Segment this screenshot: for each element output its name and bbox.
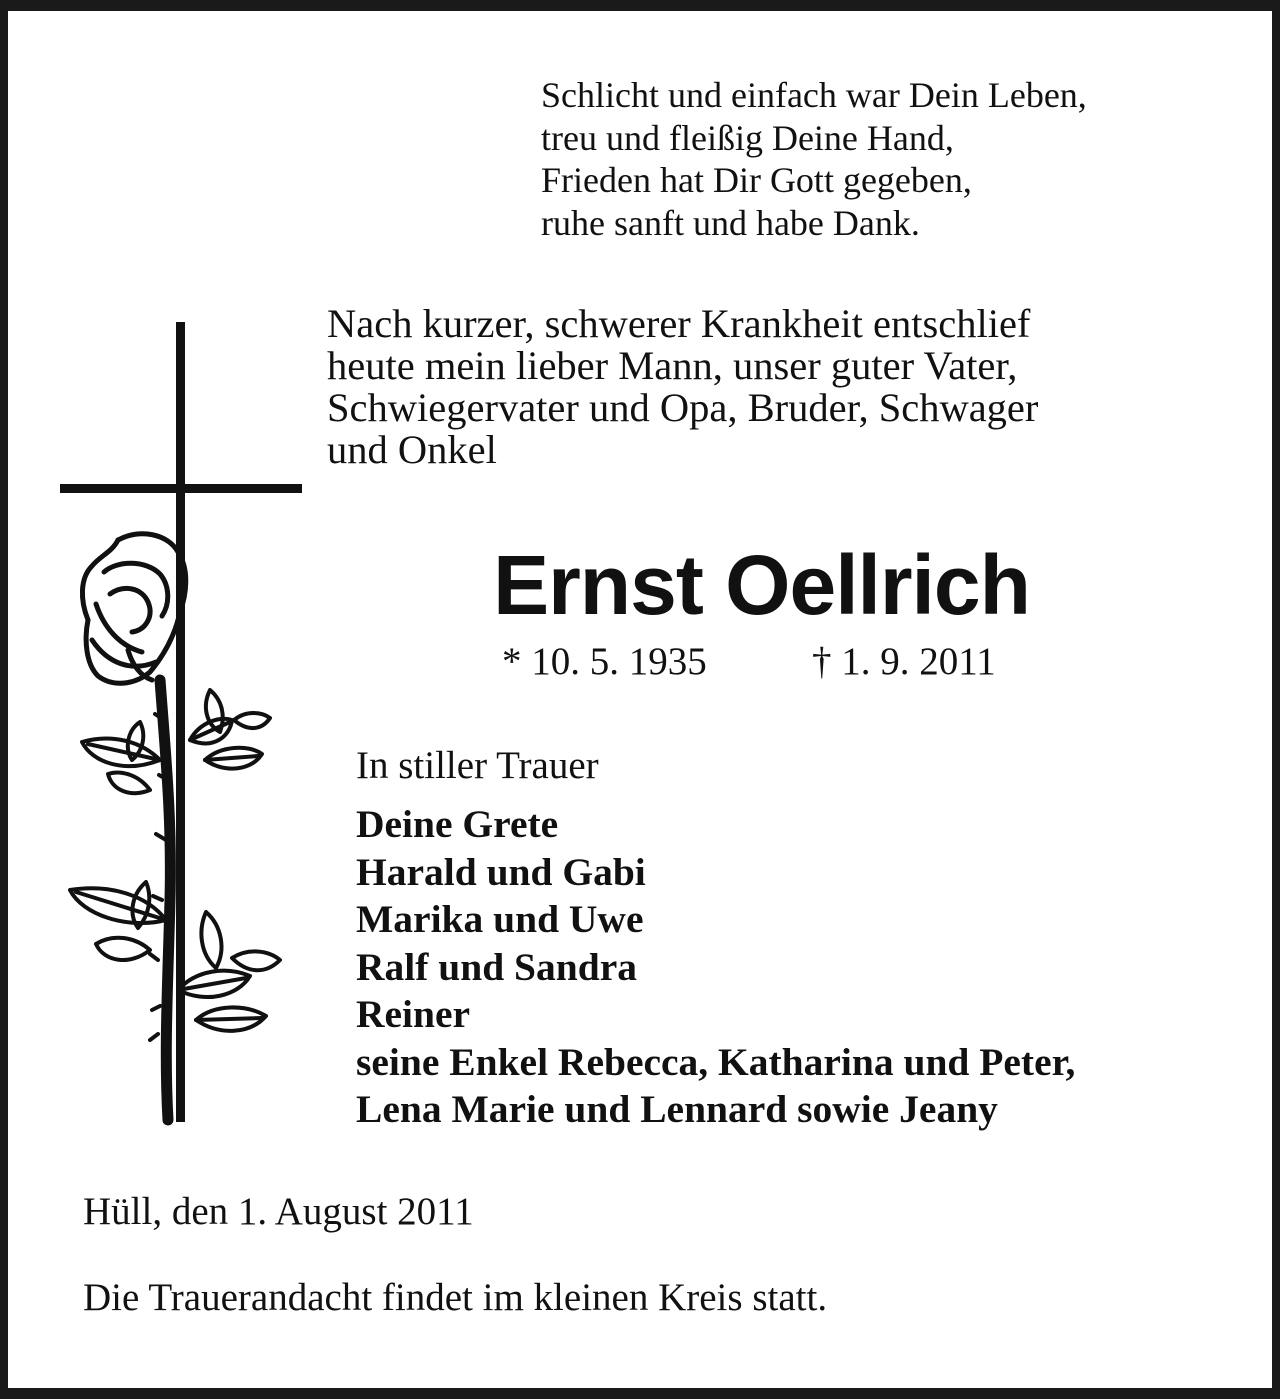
poem-line: treu und fleißig Deine Hand, <box>541 117 954 158</box>
birth-date: * 10. 5. 1935 <box>502 640 707 683</box>
death-date: † 1. 9. 2011 <box>812 640 996 683</box>
mourner-name: Reiner <box>356 992 471 1036</box>
mourner-name: Deine Grete <box>356 802 559 846</box>
mourner-name: Ralf und Sandra <box>356 944 637 989</box>
place-date: Hüll, den 1. August 2011 <box>83 1190 474 1233</box>
poem-line: Frieden hat Dir Gott gegeben, <box>541 160 972 200</box>
intro-text <box>327 303 1038 471</box>
mourner-name: Marika und Uwe <box>356 897 644 941</box>
mourner-name: Harald und Gabi <box>356 849 646 894</box>
intro-line: Nach kurzer, schwerer Krankheit entschlief <box>327 301 1031 346</box>
mourning-heading: In stiller Trauer <box>356 744 599 787</box>
intro-line: Schwiegervater und Opa, Bruder, Schwager <box>327 385 1039 430</box>
mourner-name: seine Enkel Rebecca, Katharina und Peter, <box>356 1039 1076 1084</box>
service-note: Die Trauerandacht findet im kleinen Kreis statt. <box>83 1276 828 1319</box>
mourner-name: Lena Marie und Lennard sowie Jeany <box>356 1087 998 1131</box>
intro-line: heute mein lieber Mann, unser guter Vater, <box>327 343 1018 388</box>
poem-line: Schlicht und einfach war Dein Leben, <box>541 75 1087 115</box>
deceased-name: Ernst Oellrich <box>493 538 1030 632</box>
mourners-list <box>356 801 1075 1134</box>
poem-line: ruhe sanft und habe Dank. <box>541 202 920 243</box>
poem <box>541 74 1087 244</box>
intro-line: und Onkel <box>327 427 497 472</box>
